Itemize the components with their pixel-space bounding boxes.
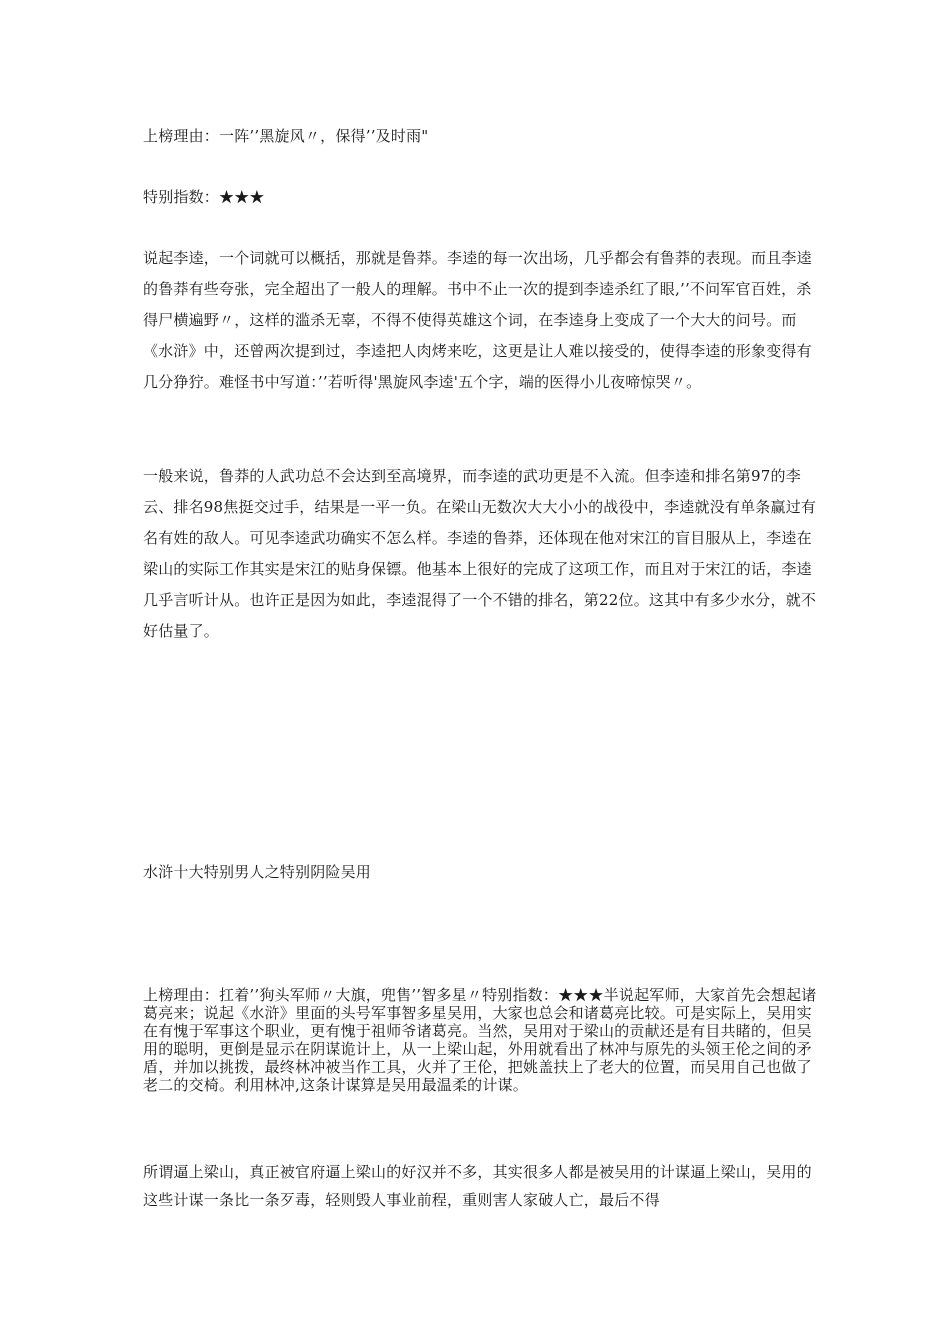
special-index: 特别指数：★★★ (143, 188, 265, 206)
paragraph-li-kui-martial-arts: 一般来说，鲁莽的人武功总不会达到至高境界，而李逵的武功更是不入流。但李逵和排名第97的李云、排名98焦挺交过手，结果是一平一负。在梁山无数次大大小小的战役中，李逵就没有单条赢过有名有姓的敌人。可见李逵武功确实不怎么样。李逵的鲁莽，还体现在他对宋江的盲目服从上，李逵在梁山的实际工作其实是宋江的贴身保镖。他基本上很好的完成了这项工作，而且对于宋江的话，李逵几乎言听计从。也许正是因为如此，李逵混得了一个不错的排名，第22位。这其中有多少水分，就不好估量了。 (143, 467, 817, 640)
paragraph-li-kui-recklessness: 说起李逵，一个词就可以概括，那就是鲁莽。李逵的每一次出场，几乎都会有鲁莽的表现。而且李逵的鲁莽有些夸张，完全超出了一般人的理解。书中不止一次的提到李逵杀红了眼,’’不问军官百姓，杀得尸横遍野〃，这样的滥杀无辜，不得不使得英雄这个词，在李逵身上变成了一个大大的问号。而《水浒》中，还曾两次提到过，李逵把人肉烤来吃，这更是让人难以接受的，使得李逵的形象变得有几分狰狞。难怪书中写道：’’若听得'黑旋风李逵'五个字，端的医得小儿夜啼惊哭〃。 (143, 249, 812, 391)
reason-line: 上榜理由：一阵’’黑旋风〃，保得’’及时雨" (143, 127, 429, 145)
section-title: 水浒十大特别男人之特别阴险吴用 (143, 863, 372, 881)
paragraph-wu-yong-intro: 上榜理由：扛着’’狗头军师〃大旗，兜售’’智多星〃特别指数：★★★半说起军师，大家首先会想起诸葛亮来；说起《水浒》里面的头号军事智多星吴用，大家也总会和诸葛亮比较。可是实际上，吴用实在有愧于军事这个职业，更有愧于祖师爷诸葛亮。当然，吴用对于梁山的贡献还是有目共睹的，但吴用的聪明，更倒是显示在阴谋诡计上，从一上梁山起，外用就看出了林冲与原先的头领王伦之间的矛盾，并加以挑拨，最终林冲被当作工具，火并了王伦，把姚盖扶上了老大的位置，而吴用自己也做了老二的交椅。利用林冲,这条计谋算是吴用最温柔的计谋。 (143, 986, 817, 1094)
paragraph-wu-yong-schemes: 所谓逼上梁山，真正被官府逼上梁山的好汉并不多，其实很多人都是被吴用的计谋逼上梁山，吴用的这些计谋一条比一条歹毒，轻则毁人事业前程，重则害人家破人亡，最后不得 (143, 1163, 812, 1209)
